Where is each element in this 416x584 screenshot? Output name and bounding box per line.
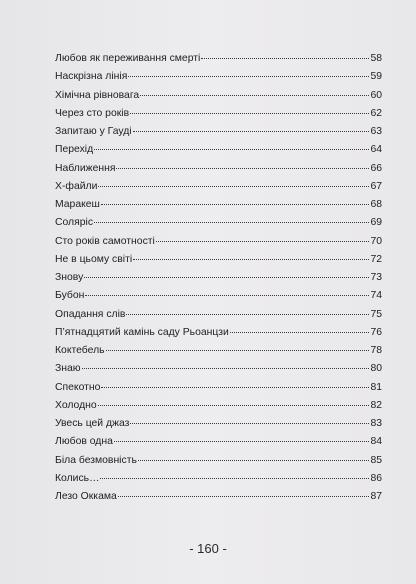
dot-leader [230,332,370,333]
toc-entry-title: Біла безмовність [55,454,137,466]
dot-leader [133,259,369,260]
toc-entry-title: Наскрізна лінія [55,71,128,83]
toc-entry-page: 70 [370,235,382,247]
toc-entry-page: 69 [370,217,382,229]
toc-entry-title: Увесь цей джаз [55,418,130,429]
toc-entry-title: Маракеш [55,199,100,210]
dot-leader [98,405,370,406]
toc-entry-page: 87 [370,491,382,502]
toc-entry-page: 80 [370,363,382,375]
toc-entry [55,345,382,363]
toc-entry-page: 64 [370,144,382,156]
table-of-contents [55,53,382,509]
toc-entry-page: 62 [370,107,382,119]
toc-entry-page: 82 [370,399,382,411]
toc-entry-page: 67 [370,180,382,192]
toc-entry-page: 83 [370,418,382,429]
toc-entry-title: Колись… [55,472,100,484]
toc-entry [55,236,382,254]
toc-entry-page: 66 [370,162,382,174]
dot-leader [130,423,369,424]
toc-entry-page: 68 [370,199,382,210]
toc-entry-title: Хімічна рівновага [55,89,140,101]
toc-entry [55,400,382,418]
toc-entry-page: 81 [370,381,382,393]
dot-leader [130,113,369,114]
toc-entry [55,53,382,71]
dot-leader [138,460,370,461]
toc-entry-page: 78 [370,345,382,356]
toc-entry-page: 59 [370,71,382,83]
toc-entry-title: Сто років самотності [55,235,155,247]
toc-entry-title: Коктебель [55,345,105,356]
toc-entry [55,290,382,308]
toc-entry [55,71,382,89]
toc-entry-title: Любов одна [55,436,113,448]
toc-entry-title: Спекотно [55,381,101,393]
toc-entry-title: Соляріс [55,217,94,229]
dot-leader [85,295,369,296]
toc-entry-page: 84 [370,436,382,448]
toc-entry-title: Через сто років [55,107,130,119]
toc-entry [55,455,382,473]
toc-entry [55,144,382,162]
toc-entry-page: 60 [370,89,382,101]
dot-leader [100,478,369,479]
toc-entry [55,90,382,108]
dot-leader [128,76,369,77]
toc-entry-page: 85 [370,454,382,466]
toc-entry-title: П’ятнадцятий камінь саду Рьоанцзи [55,326,229,338]
toc-entry-title: Лезо Оккама [55,491,117,502]
toc-entry-title: Перехід [55,144,94,156]
toc-entry-page: 75 [370,308,382,320]
toc-entry-page: 86 [370,472,382,484]
toc-entry-title: Не в цьому світі [55,253,133,265]
page-number: - 160 - [189,541,227,556]
dot-leader [98,186,369,187]
toc-entry [55,418,382,436]
dot-leader [94,222,369,223]
dot-leader [84,277,369,278]
toc-entry-title: Знову [55,272,84,283]
toc-entry-title: Запитаю у Гауді [55,126,132,137]
dot-leader [201,58,369,59]
toc-entry-page: 73 [370,272,382,283]
toc-entry [55,436,382,454]
toc-entry-page: 74 [370,290,382,302]
dot-leader [114,441,370,442]
dot-leader [106,350,370,351]
dot-leader [118,496,370,497]
toc-entry-page: 58 [370,53,382,64]
dot-leader [101,204,370,205]
toc-entry-title: Знаю [55,363,81,375]
toc-entry [55,327,382,345]
dot-leader [156,241,370,242]
toc-entry-title: Холодно [55,399,97,411]
toc-entry [55,163,382,181]
toc-entry-title: Наближення [55,162,116,174]
toc-entry-page: 63 [370,126,382,137]
toc-entry [55,382,382,400]
toc-entry [55,217,382,235]
toc-entry [55,254,382,272]
toc-entry-title: Опадання слів [55,308,126,320]
toc-entry [55,363,382,381]
dot-leader [140,95,369,96]
toc-entry [55,309,382,327]
toc-entry-title: Бубон [55,290,85,302]
dot-leader [101,387,369,388]
toc-entry [55,181,382,199]
dot-leader [116,168,369,169]
dot-leader [82,368,370,369]
toc-entry-page: 72 [370,253,382,265]
dot-leader [133,131,370,132]
toc-entry [55,272,382,290]
toc-entry-page: 76 [370,326,382,338]
toc-entry [55,126,382,144]
dot-leader [94,149,369,150]
toc-entry-title: Любов як переживання смерті [55,53,201,64]
dot-leader [126,314,369,315]
toc-entry [55,199,382,217]
toc-entry [55,108,382,126]
toc-entry [55,491,382,509]
toc-entry [55,473,382,491]
toc-entry-title: Х-файли [55,180,98,192]
